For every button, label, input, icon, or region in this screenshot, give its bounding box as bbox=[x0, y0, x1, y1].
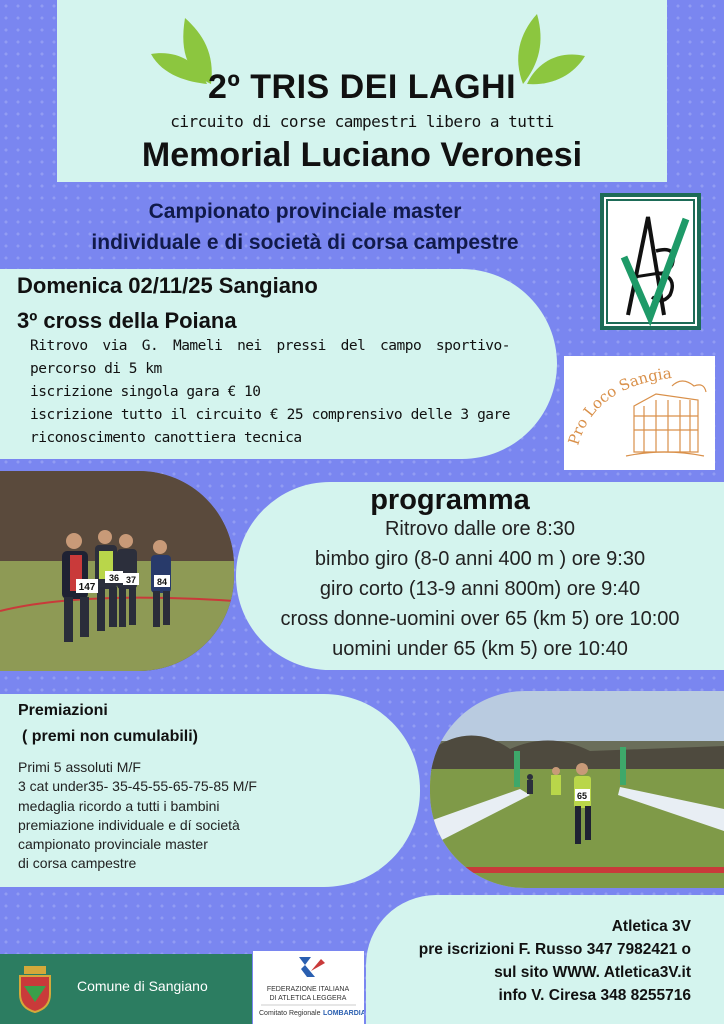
awards-line: Primi 5 assoluti M/F bbox=[18, 759, 141, 775]
runners-photo-2 bbox=[430, 691, 724, 888]
program-item: uomini under 65 (km 5) ore 10:40 bbox=[332, 638, 628, 660]
program-item: giro corto (13-9 anni 800m) ore 9:40 bbox=[319, 578, 641, 600]
fidal-region: LOMBARDIA bbox=[323, 1010, 364, 1017]
contacts-panel bbox=[366, 895, 724, 1024]
program-panel bbox=[236, 482, 724, 670]
event-detail-line: percorso di 5 km bbox=[30, 361, 162, 377]
event-info-panel bbox=[0, 269, 557, 459]
program-title: programma bbox=[370, 484, 530, 516]
comune-name: Comune di Sangiano bbox=[77, 978, 208, 994]
runners-field-image bbox=[0, 471, 234, 671]
atletica-3v-logo bbox=[600, 193, 701, 330]
event-date-place: Domenica 02/11/25 Sangiano bbox=[17, 273, 318, 298]
comune-banner bbox=[0, 954, 252, 1024]
fidal-emblem-icon bbox=[253, 951, 364, 1024]
bib-number: 84 bbox=[156, 577, 168, 587]
pro-loco-logo bbox=[564, 356, 715, 470]
bib-number: 147 bbox=[78, 582, 96, 593]
program-item: Ritrovo dalle ore 8:30 bbox=[384, 518, 576, 540]
website-line: sul sito WWW. Atletica3V.it bbox=[494, 964, 691, 981]
awards-line: di corsa campestre bbox=[18, 855, 137, 872]
fidal-line-2: DI ATLETICA LEGGERA bbox=[269, 995, 347, 1002]
awards-list bbox=[18, 758, 257, 874]
event-detail-line: iscrizione singola gara € 10 bbox=[30, 384, 261, 400]
program-item: cross donne-uomini over 65 (km 5) ore 10:00 bbox=[280, 608, 680, 630]
pre-registration-line: pre iscrizioni F. Russo 347 7982421 o bbox=[418, 941, 691, 958]
bib-number: 65 bbox=[576, 791, 588, 801]
event-name: 3º cross della Poiana bbox=[17, 308, 237, 333]
bib-number: 36 bbox=[108, 573, 120, 583]
event-detail-line: Ritrovo via G. Mameli nei pressi del campo sportivo- bbox=[30, 338, 510, 354]
villa-drawing-icon bbox=[564, 356, 715, 470]
info-line: info V. Ciresa 348 8255716 bbox=[498, 987, 691, 1004]
header-banner bbox=[57, 0, 667, 182]
memorial-title: Memorial Luciano Veronesi bbox=[141, 136, 583, 174]
fidal-logo bbox=[253, 951, 364, 1024]
championship-heading bbox=[30, 196, 580, 258]
awards-line: 3 cat under35- 35-45-55-65-75-85 M/F bbox=[18, 778, 257, 795]
contacts-list bbox=[419, 915, 691, 1007]
pro-loco-text: Pro Loco Sangia bbox=[564, 364, 673, 448]
runners-photo-1 bbox=[0, 471, 234, 671]
event-details bbox=[30, 335, 510, 450]
race-field-image bbox=[430, 691, 724, 888]
awards-subtitle: ( premi non cumulabili) bbox=[22, 728, 199, 745]
event-title: 2º TRIS DEI LAGHI bbox=[207, 68, 517, 106]
championship-line-1: Campionato provinciale master bbox=[148, 200, 462, 223]
fidal-region-prefix: Comitato Regionale bbox=[259, 1010, 321, 1017]
awards-line: campionato provinciale master bbox=[18, 836, 208, 853]
awards-line: premiazione individuale e dí società bbox=[18, 816, 240, 833]
club-name: Atletica 3V bbox=[611, 918, 691, 935]
awards-line: medaglia ricordo a tutti i bambini bbox=[18, 797, 220, 814]
coat-of-arms-icon bbox=[16, 964, 54, 1014]
a3v-monogram-icon bbox=[604, 197, 697, 326]
awards-panel bbox=[0, 694, 420, 887]
event-detail-line: riconoscimento canottiera tecnica bbox=[30, 430, 302, 446]
event-detail-line: iscrizione tutto il circuito € 25 comprensivo delle 3 gare bbox=[30, 407, 510, 423]
fidal-line-1: FEDERAZIONE ITALIANA bbox=[266, 986, 350, 993]
program-item: bimbo giro (8-0 anni 400 m ) ore 9:30 bbox=[314, 548, 646, 570]
bib-number: 37 bbox=[125, 575, 137, 585]
event-subtitle: circuito di corse campestri libero a tutti bbox=[170, 112, 554, 131]
championship-line-2: individuale e di società di corsa campestre bbox=[91, 231, 519, 254]
awards-title: Premiazioni bbox=[18, 702, 108, 719]
